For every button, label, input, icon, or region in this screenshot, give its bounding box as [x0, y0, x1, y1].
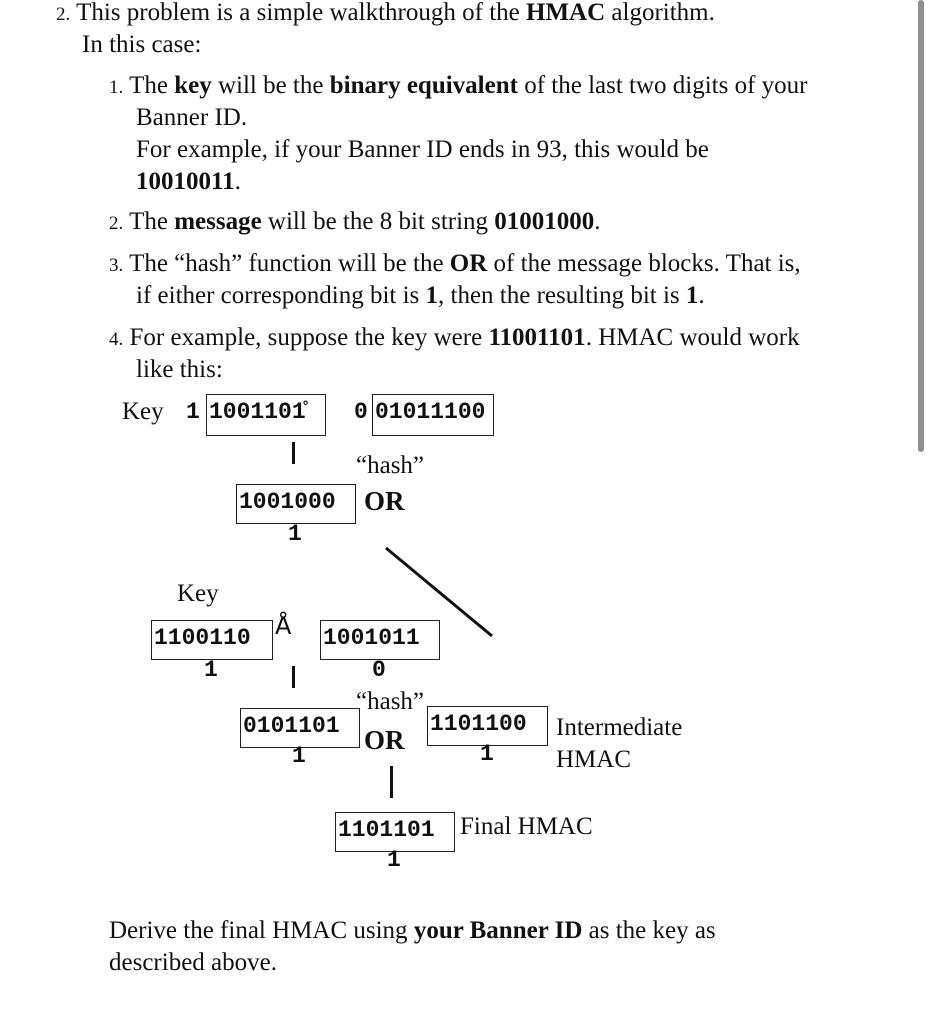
closing-instruction: Derive the final HMAC using your Banner ID as the key as [109, 917, 716, 944]
hash-label-1: “hash” [356, 452, 425, 479]
intro-line-2: In this case: [82, 31, 202, 58]
key-box-2: 1100110 [151, 620, 273, 660]
message-box-1: 01011100 [372, 394, 494, 436]
intermediate-hmac-box-sub: 1 [480, 741, 494, 767]
problem-intro: 2. This problem is a simple walkthrough of the HMAC algorithm. [56, 0, 715, 26]
problem-number: 2. [56, 4, 71, 25]
key-label-2: Key [177, 580, 219, 607]
final-hmac-box-sub: 1 [387, 847, 401, 873]
or-label-1: OR [364, 486, 405, 516]
message-box-2: 1001011 [320, 620, 440, 660]
final-hmac-box: 1101101 [335, 812, 455, 852]
list-item-1-line-4: 10010011. [136, 168, 241, 195]
intermediate-label-2: HMAC [556, 746, 632, 773]
intermediate-label-1: Intermediate [556, 714, 683, 741]
connector-tick-1 [292, 442, 295, 464]
list-item-4: 4. For example, suppose the key were 11001101. HMAC would work [109, 324, 800, 351]
list-item-1-line-3: For example, if your Banner ID ends in 93, this would be [136, 136, 709, 163]
list-item-1: 1. The key will be the binary equivalent of the last two digits of your [109, 72, 808, 99]
list-item-4-line-2: like this: [136, 356, 223, 383]
final-hmac-label: Final HMAC [460, 813, 593, 840]
key-first-digit: 1 [186, 399, 200, 425]
hash-label-2: “hash” [356, 688, 425, 715]
list-item-3-line-2: if either corresponding bit is 1, then the resulting bit is 1. [136, 282, 705, 309]
hash-result-box-2: 0101101 [240, 708, 360, 748]
scrollbar[interactable] [918, 0, 924, 452]
list-item-1-line-2: Banner ID. [136, 104, 248, 131]
intermediate-hmac-box: 1101100 [427, 706, 548, 746]
hash-result-box-1-sub: 1 [288, 521, 302, 547]
closing-instruction-line-2: described above. [109, 949, 277, 976]
key-box-1: 1001101̊ [206, 394, 326, 436]
hash-result-box-2-sub: 1 [292, 743, 306, 769]
key-box-2-sub: 1 [204, 657, 218, 683]
hash-result-box-1: 1001000 [236, 484, 356, 524]
connector-tick-3 [390, 766, 393, 798]
key-label-1: Key [122, 398, 164, 425]
list-item-2: 2. The message will be the 8 bit string 01001000. [109, 208, 601, 235]
key-box-2-glyph: Å [275, 612, 292, 640]
connector-tick-2 [292, 666, 295, 688]
list-item-3: 3. The “hash” function will be the OR of the message blocks. That is, [109, 250, 801, 277]
box-2-prefix: 0 [354, 399, 368, 425]
message-box-2-sub: 0 [372, 657, 386, 683]
or-label-2: OR [364, 725, 405, 755]
